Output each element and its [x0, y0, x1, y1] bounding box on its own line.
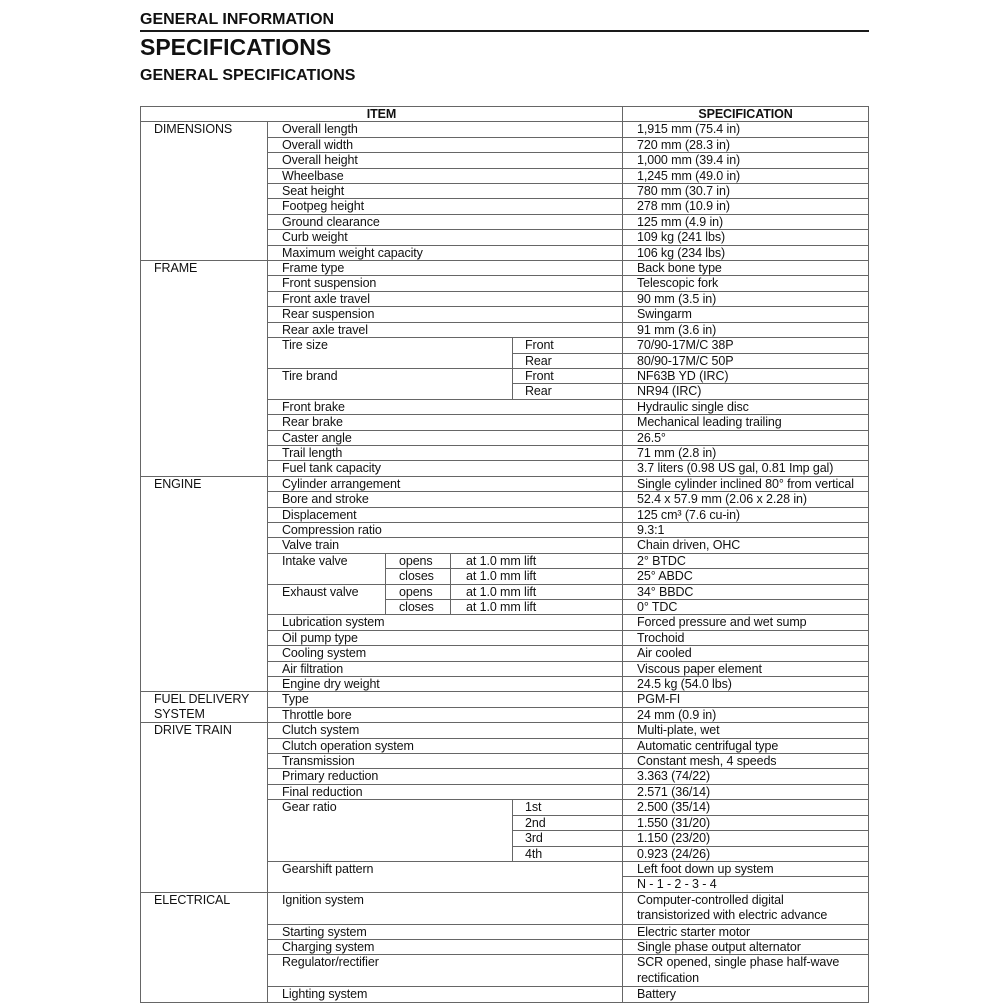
item-label: Tire size [268, 338, 513, 369]
spec-value: 720 mm (28.3 in) [623, 137, 869, 152]
header-rule [140, 30, 869, 32]
table-row [141, 476, 869, 491]
table-row [141, 892, 869, 924]
spec-value: Swingarm [623, 307, 869, 322]
spec-value: Single phase output alternator [623, 939, 869, 954]
spec-value: Left foot down up system [623, 861, 869, 876]
item-label: Footpeg height [268, 199, 623, 214]
valve-condition: at 1.0 mm lift [451, 584, 623, 599]
spec-line: rectification [637, 970, 699, 985]
spec-value: Air cooled [623, 646, 869, 661]
spec-value: 2.571 (36/14) [623, 784, 869, 799]
specifications-table [140, 106, 869, 1003]
item-label: Fuel tank capacity [268, 461, 623, 476]
item-label: Clutch operation system [268, 738, 623, 753]
sub-label: Rear [513, 384, 623, 399]
gear-label: 3rd [513, 831, 623, 846]
spec-value: 71 mm (2.8 in) [623, 445, 869, 460]
spec-value: 0° TDC [623, 600, 869, 615]
spec-value: 106 kg (234 lbs) [623, 245, 869, 260]
item-label: Wheelbase [268, 168, 623, 183]
spec-value: 24.5 kg (54.0 lbs) [623, 677, 869, 692]
category-engine: ENGINE [141, 476, 268, 692]
gear-label: 4th [513, 846, 623, 861]
item-label: Starting system [268, 924, 623, 939]
spec-value [623, 892, 869, 924]
spec-value: Multi-plate, wet [623, 723, 869, 738]
sub-label: Front [513, 338, 623, 353]
item-label: Overall width [268, 137, 623, 152]
spec-value [623, 955, 869, 987]
spec-value: Electric starter motor [623, 924, 869, 939]
item-label: Front suspension [268, 276, 623, 291]
sub-label: Front [513, 368, 623, 383]
table-row [141, 261, 869, 276]
spec-value: Chain driven, OHC [623, 538, 869, 553]
item-label: Final reduction [268, 784, 623, 799]
item-label: Valve train [268, 538, 623, 553]
spec-value: 24 mm (0.9 in) [623, 707, 869, 722]
spec-line: Computer-controlled digital [637, 892, 784, 907]
item-label: Primary reduction [268, 769, 623, 784]
category-frame: FRAME [141, 261, 268, 477]
item-label: Trail length [268, 445, 623, 460]
item-label: Caster angle [268, 430, 623, 445]
spec-value: 1.550 (31/20) [623, 815, 869, 830]
spec-value: 109 kg (241 lbs) [623, 230, 869, 245]
spec-value: 125 cm³ (7.6 cu-in) [623, 507, 869, 522]
item-label: Transmission [268, 754, 623, 769]
section-header: GENERAL INFORMATION [140, 11, 335, 28]
spec-value: 1,915 mm (75.4 in) [623, 122, 869, 137]
item-label: Overall height [268, 153, 623, 168]
spec-value: 1,000 mm (39.4 in) [623, 153, 869, 168]
valve-condition: at 1.0 mm lift [451, 569, 623, 584]
item-label: Intake valve [268, 553, 386, 584]
item-label: Tire brand [268, 368, 513, 399]
item-label: Air filtration [268, 661, 623, 676]
spec-value: NF63B YD (IRC) [623, 368, 869, 383]
column-header-item: ITEM [141, 107, 623, 122]
spec-value: Back bone type [623, 261, 869, 276]
spec-value: 34° BBDC [623, 584, 869, 599]
spec-value: Mechanical leading trailing [623, 415, 869, 430]
valve-event: closes [386, 600, 451, 615]
spec-value: 0.923 (24/26) [623, 846, 869, 861]
item-label: Front brake [268, 399, 623, 414]
spec-value: Hydraulic single disc [623, 399, 869, 414]
item-label: Clutch system [268, 723, 623, 738]
valve-condition: at 1.0 mm lift [451, 600, 623, 615]
table-row [141, 692, 869, 707]
item-label: Lubrication system [268, 615, 623, 630]
spec-value: 26.5° [623, 430, 869, 445]
table-header-row [141, 107, 869, 122]
spec-value: Telescopic fork [623, 276, 869, 291]
spec-value: Viscous paper element [623, 661, 869, 676]
item-label: Oil pump type [268, 630, 623, 645]
spec-value: 90 mm (3.5 in) [623, 291, 869, 306]
spec-value: 2° BTDC [623, 553, 869, 568]
item-label: Lighting system [268, 987, 623, 1002]
item-label: Cylinder arrangement [268, 476, 623, 491]
sub-label: Rear [513, 353, 623, 368]
valve-event: opens [386, 553, 451, 568]
item-label: Maximum weight capacity [268, 245, 623, 260]
spec-value: 70/90-17M/C 38P [623, 338, 869, 353]
spec-line: transistorized with electric advance [637, 908, 828, 923]
item-label: Rear suspension [268, 307, 623, 322]
spec-value: 278 mm (10.9 in) [623, 199, 869, 214]
item-label: Ground clearance [268, 214, 623, 229]
gear-label: 2nd [513, 815, 623, 830]
spec-value: Automatic centrifugal type [623, 738, 869, 753]
spec-value: 125 mm (4.9 in) [623, 214, 869, 229]
item-label: Compression ratio [268, 522, 623, 537]
valve-event: opens [386, 584, 451, 599]
item-label: Type [268, 692, 623, 707]
item-label: Rear brake [268, 415, 623, 430]
table-row [141, 723, 869, 738]
item-label: Charging system [268, 939, 623, 954]
spec-value: 780 mm (30.7 in) [623, 184, 869, 199]
spec-value: 1.150 (23/20) [623, 831, 869, 846]
item-label: Exhaust valve [268, 584, 386, 615]
item-label: Frame type [268, 261, 623, 276]
spec-value: 2.500 (35/14) [623, 800, 869, 815]
spec-value: 52.4 x 57.9 mm (2.06 x 2.28 in) [623, 492, 869, 507]
spec-value: 9.3:1 [623, 522, 869, 537]
item-label: Engine dry weight [268, 677, 623, 692]
item-label: Rear axle travel [268, 322, 623, 337]
spec-value: Forced pressure and wet sump [623, 615, 869, 630]
spec-value: PGM-FI [623, 692, 869, 707]
item-label: Throttle bore [268, 707, 623, 722]
spec-value: 3.7 liters (0.98 US gal, 0.81 Imp gal) [623, 461, 869, 476]
spec-value: 80/90-17M/C 50P [623, 353, 869, 368]
valve-condition: at 1.0 mm lift [451, 553, 623, 568]
category-drive-train: DRIVE TRAIN [141, 723, 268, 892]
item-label: Overall length [268, 122, 623, 137]
spec-line: SCR opened, single phase half-wave [637, 955, 840, 970]
spec-value: 1,245 mm (49.0 in) [623, 168, 869, 183]
item-label: Bore and stroke [268, 492, 623, 507]
spec-value: Constant mesh, 4 speeds [623, 754, 869, 769]
category-dimensions: DIMENSIONS [141, 122, 268, 261]
item-label: Curb weight [268, 230, 623, 245]
spec-value: Trochoid [623, 630, 869, 645]
category-fuel-delivery: FUEL DELIVERY SYSTEM [141, 692, 268, 723]
spec-value: Single cylinder inclined 80° from vertical [623, 476, 869, 491]
valve-event: closes [386, 569, 451, 584]
item-label: Gear ratio [268, 800, 513, 862]
shift-pattern-value: N - 1 - 2 - 3 - 4 [623, 877, 869, 892]
spec-value: 91 mm (3.6 in) [623, 322, 869, 337]
spec-value: Battery [623, 987, 869, 1002]
page-title: SPECIFICATIONS [140, 34, 332, 60]
item-label: Cooling system [268, 646, 623, 661]
category-electrical: ELECTRICAL [141, 892, 268, 1002]
spec-value: NR94 (IRC) [623, 384, 869, 399]
item-label: Ignition system [268, 892, 623, 924]
item-label: Regulator/rectifier [268, 955, 623, 987]
item-label: Front axle travel [268, 291, 623, 306]
item-label: Seat height [268, 184, 623, 199]
gear-label: 1st [513, 800, 623, 815]
item-label: Displacement [268, 507, 623, 522]
spec-value: 3.363 (74/22) [623, 769, 869, 784]
table-row [141, 122, 869, 137]
item-label: Gearshift pattern [268, 861, 623, 892]
page-subtitle: GENERAL SPECIFICATIONS [140, 67, 356, 84]
spec-value: 25° ABDC [623, 569, 869, 584]
column-header-specification: SPECIFICATION [623, 107, 869, 122]
